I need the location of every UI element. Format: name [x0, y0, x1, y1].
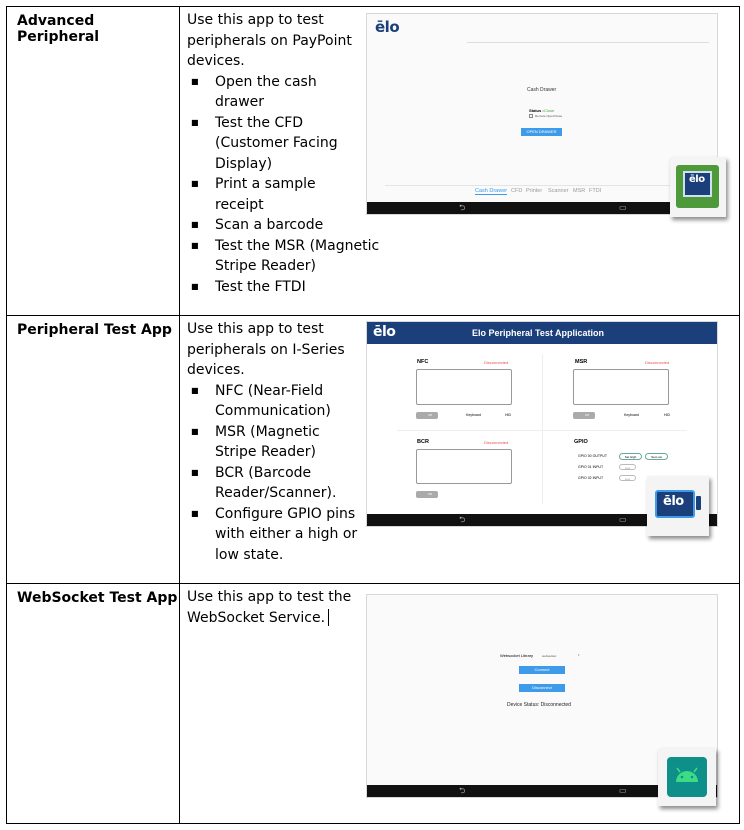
- status-label: Status :: [529, 108, 544, 113]
- icon-monitor-side: [696, 496, 701, 510]
- app-name: Advanced Peripheral: [17, 13, 100, 45]
- description-cell: [179, 583, 740, 824]
- list-item: ■ NFC (Near-Field Communication): [187, 381, 362, 422]
- nfc-keyboard-label: Keyboard: [466, 413, 481, 417]
- connect-button[interactable]: Connect: [519, 666, 565, 674]
- android-icon: [667, 757, 707, 797]
- list-item: ■ Configure GPIO pins with either a high or low state.: [187, 504, 362, 566]
- tab-msr[interactable]: MSR: [573, 188, 586, 194]
- center-vertical-divider: [542, 354, 543, 504]
- app-header: [367, 322, 717, 344]
- websocket-app-icon: [658, 748, 716, 806]
- gpio-title: GPIO: [574, 439, 588, 445]
- msr-toggle[interactable]: [573, 412, 595, 419]
- msr-keyboard-label: Keyboard: [624, 413, 639, 417]
- msr-title: MSR: [575, 359, 588, 365]
- bcr-title: BCR: [417, 439, 429, 445]
- list-item: ■ Scan a barcode: [187, 215, 357, 236]
- tab-cfd[interactable]: CFD: [511, 188, 523, 194]
- elo-logo-icon: ēlo: [689, 174, 705, 185]
- remote-checkbox-label: Remote Open/Close: [535, 114, 563, 118]
- icon-monitor: [655, 490, 695, 518]
- tab-scanner[interactable]: Scanner: [548, 188, 569, 194]
- peripheral-test-app-icon: [647, 476, 709, 536]
- header-title: Elo Peripheral Test Application: [472, 328, 605, 338]
- gpio-row-label: GPIO 02 INPUT: [578, 476, 604, 480]
- gpio-row-label: GPIO 00 OUTPUT: [578, 454, 607, 458]
- elo-logo: ēlo: [375, 18, 400, 36]
- remote-checkbox[interactable]: [529, 114, 533, 118]
- nfc-status: Disconnected: [484, 360, 509, 365]
- elo-logo-icon: ēlo: [663, 494, 684, 509]
- android-nav-bar: [367, 202, 717, 214]
- set-low-button[interactable]: Set Low: [645, 453, 668, 460]
- set-high-button[interactable]: Set High: [619, 453, 642, 460]
- library-label: Websocket Library: [500, 653, 534, 658]
- list-item: ■ Test the FTDI: [187, 277, 397, 298]
- gpio-02-state: Low: [619, 475, 636, 481]
- library-select[interactable]: websocket: [542, 654, 557, 658]
- chevron-down-icon[interactable]: ▾: [578, 653, 580, 657]
- msr-hid-label: HID: [664, 413, 671, 417]
- disconnect-button[interactable]: Disconnect: [519, 684, 565, 692]
- gpio-01-state: Low: [619, 464, 636, 470]
- icon-teal-tile: [667, 757, 707, 797]
- gpio-row-label: GPIO 01 INPUT: [578, 465, 604, 469]
- app-name: Peripheral Test App: [17, 322, 172, 338]
- table-row: [6, 315, 740, 583]
- open-drawer-button[interactable]: OPEN DRAWER: [521, 128, 562, 136]
- back-icon[interactable]: ⮌: [459, 515, 466, 524]
- list-item: ■ Print a sample receipt: [187, 174, 327, 215]
- peripheral-apps-table: [6, 6, 740, 824]
- back-icon[interactable]: ⮌: [459, 786, 466, 795]
- app-name: WebSocket Test App: [17, 590, 178, 606]
- app-name-cell: [6, 315, 179, 583]
- center-horizontal-divider: [397, 430, 687, 431]
- status-value: Close: [544, 108, 555, 113]
- nfc-output-box: [416, 369, 512, 405]
- home-icon[interactable]: ▭: [619, 515, 627, 524]
- msr-output-box: [573, 369, 669, 405]
- nfc-toggle-label: Off: [428, 413, 432, 417]
- list-item: ■ Test the MSR (Magnetic Stripe Reader): [187, 236, 397, 277]
- nfc-hid-label: HID: [505, 413, 512, 417]
- app-name-cell: [6, 6, 179, 315]
- app-name-cell: [6, 583, 179, 824]
- back-icon[interactable]: ⮌: [459, 203, 466, 212]
- msr-status: Disconnected: [645, 360, 670, 365]
- description-cell: [179, 315, 740, 583]
- intro-text: Use this app to test peripherals on PayPoint devices.: [187, 12, 352, 69]
- list-item: ■ Test the CFD (Customer Facing Display): [187, 113, 347, 175]
- list-item: ■ Open the cash drawer: [187, 72, 337, 113]
- feature-list: [187, 381, 362, 566]
- nfc-toggle[interactable]: [416, 412, 438, 419]
- elo-logo: ēlo: [373, 324, 396, 340]
- bcr-status: Disconnected: [484, 440, 509, 445]
- intro-text: Use this app to test the WebSocket Service.: [187, 589, 352, 626]
- table-row: [6, 6, 740, 315]
- bcr-toggle-label: Off: [428, 492, 432, 496]
- home-icon[interactable]: ▭: [619, 786, 627, 795]
- intro-text: Use this app to test peripherals on I-Series devices.: [187, 321, 345, 378]
- icon-green-tile: [676, 165, 719, 208]
- tab-cash-drawer[interactable]: Cash Drawer: [475, 188, 508, 194]
- tab-ftdi[interactable]: FTDI: [589, 188, 602, 194]
- tab-bar-divider: [385, 185, 699, 186]
- bcr-output-box: [416, 449, 512, 484]
- table-row: [6, 583, 740, 824]
- list-item: ■ MSR (Magnetic Stripe Reader): [187, 422, 327, 463]
- device-status: Device Status: Disconnected: [507, 702, 571, 708]
- description-cell: [179, 6, 740, 315]
- bcr-toggle[interactable]: [416, 491, 438, 498]
- home-icon[interactable]: ▭: [619, 203, 627, 212]
- list-item: ■ BCR (Barcode Reader/Scanner).: [187, 463, 352, 504]
- icon-screen: [683, 171, 712, 197]
- advanced-peripheral-screenshot: [366, 13, 718, 215]
- text-cursor: [328, 609, 329, 626]
- header-divider: [467, 42, 709, 43]
- advanced-peripheral-app-icon: [670, 157, 726, 217]
- tab-printer[interactable]: Printer: [526, 188, 543, 194]
- nfc-title: NFC: [417, 359, 429, 365]
- msr-toggle-label: Off: [585, 413, 589, 417]
- section-title: Cash Drawer: [527, 87, 557, 93]
